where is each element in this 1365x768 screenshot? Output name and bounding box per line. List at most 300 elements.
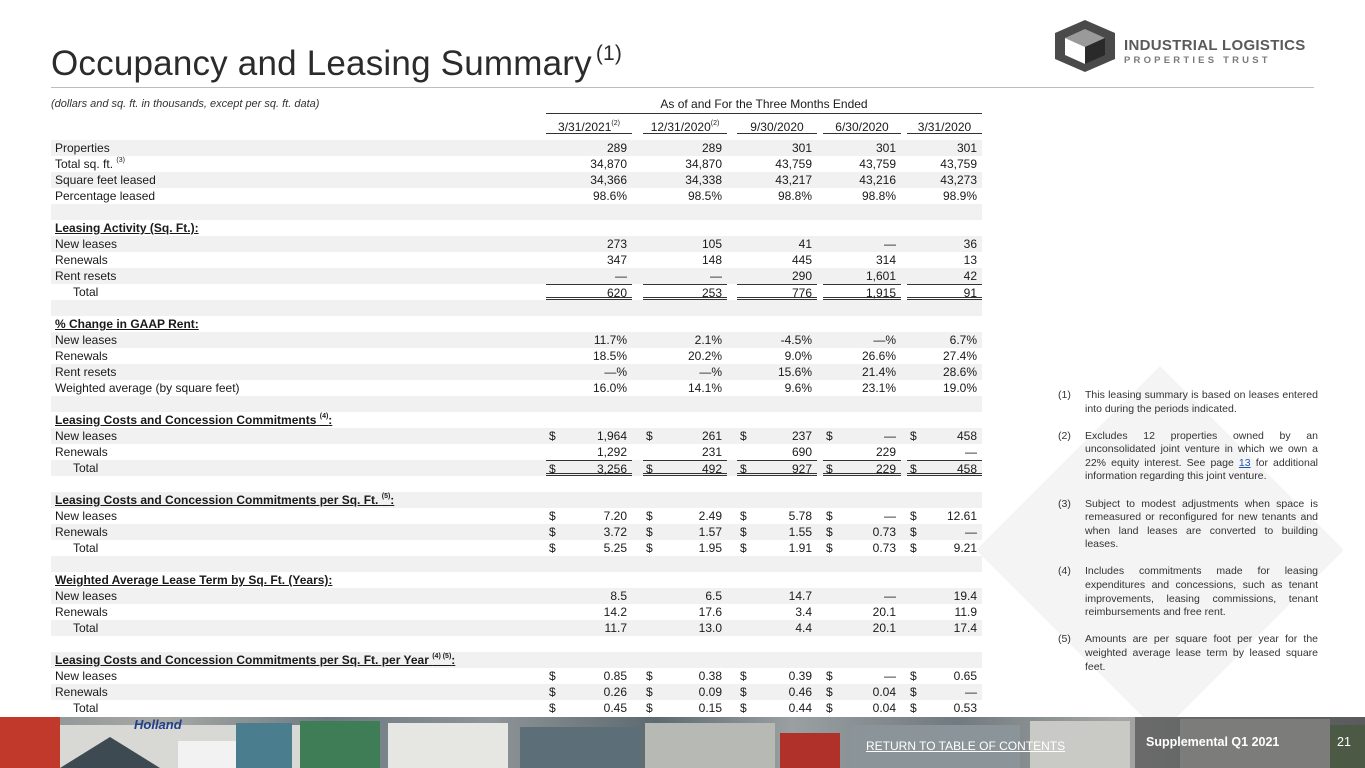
currency-symbol: $ [549, 525, 556, 539]
table-cell [643, 508, 727, 524]
table-cell [823, 524, 901, 540]
table-row [51, 268, 982, 284]
table-cell [546, 140, 632, 156]
cell-value: 7.20 [603, 509, 627, 523]
table-cell [823, 620, 901, 636]
row-label-text: Renewals [55, 605, 108, 619]
cell-value: 231 [701, 445, 722, 459]
table-cell [907, 460, 982, 476]
currency-symbol: $ [549, 701, 556, 715]
cell-value: 98.8% [777, 189, 812, 203]
cell-value: 15.6% [777, 365, 812, 379]
table-row [51, 188, 982, 204]
cell-value: 229 [875, 462, 896, 476]
table-cell [823, 700, 901, 716]
cell-value: 11.9 [954, 605, 977, 619]
table-cell [907, 428, 982, 444]
cell-value: 1,292 [596, 445, 627, 459]
footnote-text-before: Excludes 12 properties owned by an unconsolidated joint venture in which we own a 22% equity interest. See page [1085, 429, 1318, 469]
cell-value: 314 [875, 253, 896, 267]
cell-value: 347 [606, 253, 627, 267]
cell-value: 690 [791, 445, 812, 459]
table-cell [737, 252, 817, 268]
row-label-text: % Change in GAAP Rent: [55, 317, 199, 331]
table-row [51, 364, 982, 380]
table-cell [737, 156, 817, 172]
table-cell [737, 460, 817, 476]
row-label-text: Total sq. ft. [55, 157, 114, 171]
row-label-text: Leasing Costs and Concession Commitments per Sq. Ft. [55, 493, 379, 507]
currency-symbol: $ [826, 525, 833, 539]
page-number: 21 [1337, 735, 1351, 749]
table-cell [643, 348, 727, 364]
ilpt-logo-icon [1055, 20, 1115, 72]
row-label [55, 220, 199, 236]
row-label [55, 444, 108, 460]
currency-symbol: $ [740, 541, 747, 555]
cell-value: 2.49 [698, 509, 722, 523]
table-cell [643, 364, 727, 380]
table-cell [546, 508, 632, 524]
supplemental-label: Supplemental Q1 2021 [1146, 735, 1280, 749]
table-cell [907, 684, 982, 700]
row-label-note: (4) (5) [432, 653, 452, 660]
cell-value: 20.2% [687, 349, 722, 363]
table-cell [823, 380, 901, 396]
cell-value: 9.21 [953, 541, 977, 555]
row-label-text: Renewals [55, 445, 108, 459]
cell-value: 17.4 [953, 621, 977, 635]
units-note: (dollars and sq. ft. in thousands, except per sq. ft. data) [51, 98, 320, 110]
table-cell [907, 524, 982, 540]
row-label-text: Rent resets [55, 365, 117, 379]
currency-symbol: $ [549, 429, 556, 443]
cell-value: 26.6% [861, 349, 896, 363]
footnote-text: This leasing summary is based on leases entered into during the periods indicated. [1085, 389, 1318, 415]
cell-value: 301 [875, 141, 896, 155]
table-cell [907, 620, 982, 636]
cell-value: 289 [606, 141, 627, 155]
page-title-note: (1) [595, 42, 623, 65]
table-row [51, 348, 982, 364]
table-cell [546, 172, 632, 188]
row-label [55, 332, 117, 348]
footnote-text: Includes commitments made for leasing expenditures and concessions, such as tenant improvements, leasing commissions, tenant reimbursements and free rent. [1085, 565, 1318, 619]
currency-symbol: $ [549, 541, 556, 555]
table-cell [643, 188, 727, 204]
header-divider [51, 87, 1314, 88]
cell-value: 148 [701, 253, 722, 267]
currency-symbol: $ [910, 525, 917, 539]
table-cell [737, 236, 817, 252]
currency-symbol: $ [910, 685, 917, 699]
cell-value: 1,964 [596, 429, 627, 443]
table-cell [823, 236, 901, 252]
currency-symbol: $ [740, 669, 747, 683]
table-cell [823, 140, 901, 156]
table-cell [546, 332, 632, 348]
table-row [51, 508, 982, 524]
column-header [546, 114, 632, 134]
table-cell [643, 380, 727, 396]
table-cell [907, 140, 982, 156]
currency-symbol: $ [740, 525, 747, 539]
row-label-text: Renewals [55, 525, 108, 539]
footer-banner [0, 717, 1365, 768]
table-cell [907, 268, 982, 284]
footnote [1058, 389, 1318, 416]
row-label-text: Weighted average (by square feet) [55, 381, 240, 395]
row-label [55, 684, 108, 700]
row-label-text: Percentage leased [55, 189, 156, 203]
table-cell [737, 508, 817, 524]
brand-name: INDUSTRIAL LOGISTICS [1124, 37, 1306, 54]
table-cell [546, 252, 632, 268]
cell-value: 27.4% [942, 349, 977, 363]
column-header [737, 114, 817, 134]
cell-value: 34,338 [685, 173, 722, 187]
row-label [55, 252, 108, 268]
footnote [1058, 633, 1318, 674]
row-label-text: New leases [55, 509, 118, 523]
cell-value: 0.38 [698, 669, 722, 683]
spacer-row [51, 300, 982, 316]
cell-value: 14.2 [603, 605, 627, 619]
cell-value: 34,870 [590, 157, 627, 171]
table-cell [737, 620, 817, 636]
row-label [55, 524, 108, 540]
cell-value: 1.95 [698, 541, 722, 555]
cell-value: 28.6% [942, 365, 977, 379]
table-cell [643, 428, 727, 444]
section-heading-row [51, 220, 982, 236]
row-label-text: New leases [55, 589, 118, 603]
cell-value: 3.4 [795, 605, 812, 619]
cell-value: 237 [791, 429, 812, 443]
cell-value: 620 [606, 286, 627, 300]
cell-value: 273 [606, 237, 627, 251]
row-label [55, 412, 332, 428]
table-cell [643, 700, 727, 716]
cell-value: 91 [963, 286, 977, 300]
cell-value: 1,915 [865, 286, 896, 300]
cell-value: —% [604, 365, 627, 379]
table-cell [737, 540, 817, 556]
cell-value: 19.0% [942, 381, 977, 395]
footnote-number: (3) [1058, 497, 1071, 510]
table-cell [907, 348, 982, 364]
currency-symbol: $ [826, 509, 833, 523]
table-cell [546, 668, 632, 684]
cell-value: 20.1 [872, 621, 896, 635]
table-cell [546, 444, 632, 460]
currency-symbol: $ [740, 429, 747, 443]
row-label-text: Total [73, 621, 99, 635]
cell-value: 21.4% [861, 365, 896, 379]
table-row [51, 620, 982, 636]
cell-value: 5.25 [603, 541, 627, 555]
section-heading-row [51, 492, 982, 508]
section-heading-row [51, 572, 982, 588]
row-label [55, 380, 240, 396]
cell-value: 3,256 [596, 462, 627, 476]
cell-value: 0.73 [872, 525, 896, 539]
table-cell [907, 284, 982, 300]
table-cell [823, 588, 901, 604]
row-label-text: New leases [55, 429, 118, 443]
row-label [73, 284, 98, 300]
table-cell [907, 332, 982, 348]
table-cell [643, 588, 727, 604]
table-cell [907, 172, 982, 188]
cell-value: 289 [701, 141, 722, 155]
currency-symbol: $ [646, 462, 653, 476]
cell-value: 13.0 [698, 621, 722, 635]
cell-value: 0.09 [698, 685, 722, 699]
cell-value: 0.73 [872, 541, 896, 555]
column-header [907, 114, 982, 134]
table-cell [737, 348, 817, 364]
row-label [55, 428, 117, 444]
currency-symbol: $ [910, 541, 917, 555]
table-cell [546, 284, 632, 300]
row-label-text: Weighted Average Lease Term by Sq. Ft. (Years): [55, 573, 333, 587]
table-cell [737, 700, 817, 716]
currency-symbol: $ [910, 701, 917, 715]
currency-symbol: $ [826, 429, 833, 443]
table-cell [737, 364, 817, 380]
currency-symbol: $ [910, 669, 917, 683]
row-label [73, 700, 98, 716]
column-header [823, 114, 901, 134]
table-cell [643, 604, 727, 620]
table-cell [737, 332, 817, 348]
table-row [51, 524, 982, 540]
table-cell [907, 444, 982, 460]
cell-value: 445 [791, 253, 812, 267]
page-title-text: Occupancy and Leasing Summary [51, 44, 592, 83]
currency-symbol: $ [646, 669, 653, 683]
row-label [55, 140, 110, 156]
table-cell [823, 268, 901, 284]
table-cell [907, 380, 982, 396]
table-cell [823, 668, 901, 684]
section-heading-row [51, 412, 982, 428]
table-cell [643, 460, 727, 476]
table-row [51, 236, 982, 252]
table-cell [907, 252, 982, 268]
footnote-number: (2) [1058, 429, 1071, 442]
row-label-note: (3) [116, 157, 125, 164]
currency-symbol: $ [646, 429, 653, 443]
row-label-text: Total [73, 461, 99, 475]
column-header-note: (2) [710, 120, 720, 127]
table-cell [907, 364, 982, 380]
table-header-row [51, 114, 982, 140]
row-label-colon: : [390, 493, 395, 507]
cell-value: 43,273 [940, 173, 977, 187]
table-row [51, 380, 982, 396]
table-cell [737, 284, 817, 300]
cell-value: 6.7% [949, 333, 977, 347]
cell-value: 4.4 [795, 621, 812, 635]
table-cell [546, 268, 632, 284]
table-cell [737, 604, 817, 620]
cell-value: 1.91 [788, 541, 812, 555]
spacer-row [51, 636, 982, 652]
cell-value: — [965, 445, 977, 459]
currency-symbol: $ [910, 462, 917, 476]
footnote-text: Subject to modest adjustments when space is remeasured or reconfigured for new tenants and when land leases are converted to building leases. [1085, 497, 1318, 551]
return-to-toc-link[interactable]: RETURN TO TABLE OF CONTENTS [866, 739, 1066, 753]
spacer-row [51, 204, 982, 220]
table-cell [546, 380, 632, 396]
row-label [73, 540, 98, 556]
row-label-text: Renewals [55, 349, 108, 363]
cell-value: 23.1% [861, 381, 896, 395]
currency-symbol: $ [549, 685, 556, 699]
table-cell [546, 684, 632, 700]
spacer-row [51, 556, 982, 572]
table-cell [546, 700, 632, 716]
section-heading-row [51, 652, 982, 668]
cell-value: 0.04 [872, 685, 896, 699]
table-row [51, 668, 982, 684]
table-cell [823, 460, 901, 476]
spacer-row [51, 396, 982, 412]
footnote-number: (4) [1058, 565, 1071, 578]
cell-value: 36 [963, 237, 977, 251]
row-label [55, 364, 116, 380]
table-cell [546, 156, 632, 172]
table-cell [643, 540, 727, 556]
table-cell [737, 684, 817, 700]
table-cell [737, 668, 817, 684]
row-label [55, 492, 394, 508]
table-cell [823, 508, 901, 524]
cell-value: -4.5% [780, 333, 812, 347]
cell-value: — [884, 669, 896, 683]
cell-value: 5.78 [788, 509, 812, 523]
table-row [51, 604, 982, 620]
cell-value: — [884, 589, 896, 603]
table-row [51, 428, 982, 444]
cell-value: 301 [791, 141, 812, 155]
table-cell [737, 268, 817, 284]
table-cell [823, 364, 901, 380]
footnote-text: Amounts are per square foot per year for the weighted average lease term by leased square feet. [1085, 633, 1318, 673]
table-cell [823, 252, 901, 268]
table-row [51, 460, 982, 476]
row-label-text: New leases [55, 237, 118, 251]
table-cell [643, 268, 727, 284]
table-row [51, 540, 982, 556]
row-label [55, 572, 332, 588]
currency-symbol: $ [910, 429, 917, 443]
row-label-text: Total [73, 541, 99, 555]
cell-value: 43,759 [940, 157, 977, 171]
page-title [51, 44, 622, 84]
cell-value: 14.7 [788, 589, 812, 603]
cell-value: 11.7 [604, 621, 627, 635]
row-label-text: Leasing Costs and Concession Commitments per Sq. Ft. per Year [55, 653, 429, 667]
cell-value: 105 [701, 237, 722, 251]
table-cell [737, 524, 817, 540]
row-label-text: Renewals [55, 685, 108, 699]
cell-value: 458 [956, 429, 977, 443]
cell-value: 492 [701, 462, 722, 476]
cell-value: 0.85 [603, 669, 627, 683]
table-row [51, 444, 982, 460]
table-row [51, 252, 982, 268]
cell-value: 290 [791, 269, 812, 283]
table-cell [823, 348, 901, 364]
table-cell [907, 188, 982, 204]
table-cell [546, 620, 632, 636]
row-label-text: New leases [55, 669, 118, 683]
cell-value: 301 [956, 141, 977, 155]
table-cell [546, 524, 632, 540]
column-header-wrap [546, 114, 632, 140]
table-row [51, 156, 982, 172]
cell-value: 253 [701, 286, 722, 300]
table-cell [546, 348, 632, 364]
column-header-label: 12/31/2020 [650, 120, 711, 134]
currency-symbol: $ [740, 509, 747, 523]
table-cell [823, 604, 901, 620]
cell-value: — [884, 429, 896, 443]
cell-value: 261 [701, 429, 722, 443]
table-cell [823, 156, 901, 172]
row-label [55, 172, 156, 188]
cell-value: 41 [798, 237, 812, 251]
table-cell [737, 444, 817, 460]
row-label-text: Leasing Costs and Concession Commitments [55, 413, 317, 427]
table-cell [823, 684, 901, 700]
table-row [51, 140, 982, 156]
row-label-text: Leasing Activity (Sq. Ft.): [55, 221, 199, 235]
footnote [1058, 430, 1318, 484]
leasing-summary-table [51, 114, 982, 716]
currency-symbol: $ [549, 462, 556, 476]
currency-symbol: $ [646, 701, 653, 715]
table-cell [643, 444, 727, 460]
cell-value: 43,216 [859, 173, 896, 187]
table-cell [907, 700, 982, 716]
table-cell [737, 428, 817, 444]
cell-value: 43,759 [859, 157, 896, 171]
cell-value: 6.5 [705, 589, 722, 603]
cell-value: 18.5% [592, 349, 627, 363]
currency-symbol: $ [740, 462, 747, 476]
row-label [73, 460, 98, 476]
currency-symbol: $ [740, 701, 747, 715]
cell-value: 0.26 [603, 685, 627, 699]
row-label-text: Properties [55, 141, 110, 155]
cell-value: 98.9% [942, 189, 977, 203]
table-cell [546, 364, 632, 380]
table-cell [643, 236, 727, 252]
row-label [55, 508, 117, 524]
cell-value: 11.7% [593, 333, 627, 347]
row-label-text: Rent resets [55, 269, 117, 283]
cell-value: 1.57 [698, 525, 722, 539]
page-link[interactable]: 13 [1238, 456, 1251, 469]
currency-symbol: $ [826, 462, 833, 476]
cell-value: 0.44 [788, 701, 812, 715]
cell-value: 1,601 [865, 269, 896, 283]
cell-value: 0.15 [698, 701, 722, 715]
